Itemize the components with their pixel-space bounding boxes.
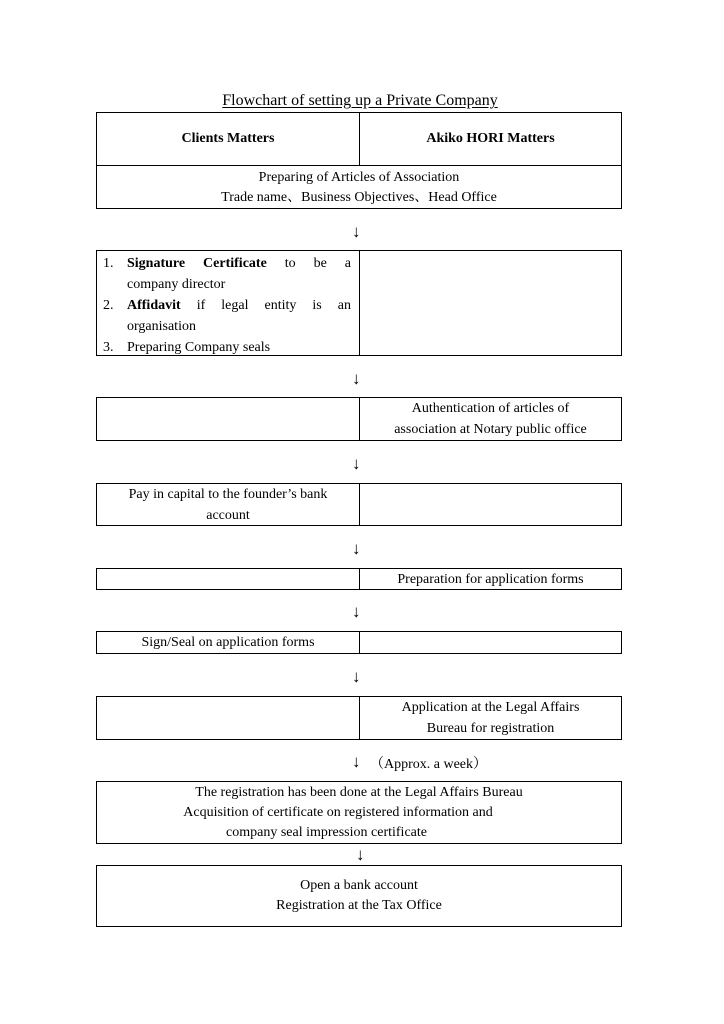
down-arrow-icon: ↓ bbox=[352, 222, 361, 241]
step6-text: Sign/Seal on application forms bbox=[97, 632, 360, 653]
down-arrow-icon: ↓ bbox=[352, 667, 361, 686]
step6-hori-cell bbox=[360, 632, 621, 653]
step-authentication bbox=[96, 397, 622, 441]
step9-line1: Open a bank account bbox=[300, 878, 418, 893]
akiko-hori-matters-header: Akiko HORI Matters bbox=[426, 131, 555, 146]
down-arrow-icon: ↓ bbox=[352, 752, 361, 771]
step3-line2: association at Notary public office bbox=[394, 422, 587, 437]
step-registration-done bbox=[96, 781, 622, 844]
step1-line1: Preparing of Articles of Association bbox=[258, 170, 460, 185]
step-articles-of-association bbox=[96, 165, 622, 209]
step2-client-list bbox=[97, 251, 360, 355]
list-item: organisation bbox=[127, 319, 196, 334]
step4-line1: Pay in capital to the founder’s bank bbox=[128, 486, 328, 502]
step-application-bureau bbox=[96, 696, 622, 740]
step3-line1: Authentication of articles of bbox=[411, 401, 570, 416]
list-item: 2. Affidavit if legal entity is an bbox=[103, 298, 351, 313]
list-item: company director bbox=[127, 277, 226, 292]
step7-line1: Application at the Legal Affairs bbox=[401, 700, 580, 715]
step8-line1: The registration has been done at the Legal Affairs Bureau bbox=[195, 785, 523, 800]
down-arrow-icon: ↓ bbox=[352, 602, 361, 621]
step8-line2: Acquisition of certificate on registered information and bbox=[183, 805, 493, 820]
down-arrow-icon: ↓ bbox=[352, 454, 361, 473]
step-pay-in-capital bbox=[96, 483, 622, 526]
step3-client-cell bbox=[97, 398, 360, 440]
step4-line2: account bbox=[206, 507, 250, 523]
step5-text: Preparation for application forms bbox=[397, 571, 584, 587]
step-preparation-forms bbox=[96, 568, 622, 590]
step-sign-seal bbox=[96, 631, 622, 654]
list-item: 1. Signature Certificate to be a bbox=[103, 256, 351, 271]
down-arrow-icon: ↓ bbox=[356, 845, 365, 864]
clients-matters-header: Clients Matters bbox=[97, 113, 360, 165]
step7-client-cell bbox=[97, 697, 360, 739]
down-arrow-icon: ↓ bbox=[352, 369, 361, 388]
step5-client-cell bbox=[97, 569, 360, 589]
step8-line3: company seal impression certificate bbox=[226, 825, 427, 840]
column-header-row bbox=[96, 112, 622, 166]
step-bank-tax-office bbox=[96, 865, 622, 927]
step-signature-certificate bbox=[96, 250, 622, 356]
step1-line2: Trade name、Business Objectives、Head Office bbox=[221, 190, 497, 205]
step7-line2: Bureau for registration bbox=[426, 721, 555, 736]
page-title: Flowchart of setting up a Private Company bbox=[222, 92, 498, 109]
approx-week-note: （Approx. a week） bbox=[370, 757, 488, 772]
list-item: 3. Preparing Company seals bbox=[103, 340, 271, 355]
step2-hori-cell bbox=[360, 251, 621, 355]
step9-line2: Registration at the Tax Office bbox=[276, 898, 442, 913]
step4-hori-cell bbox=[360, 484, 621, 525]
down-arrow-icon: ↓ bbox=[352, 539, 361, 558]
